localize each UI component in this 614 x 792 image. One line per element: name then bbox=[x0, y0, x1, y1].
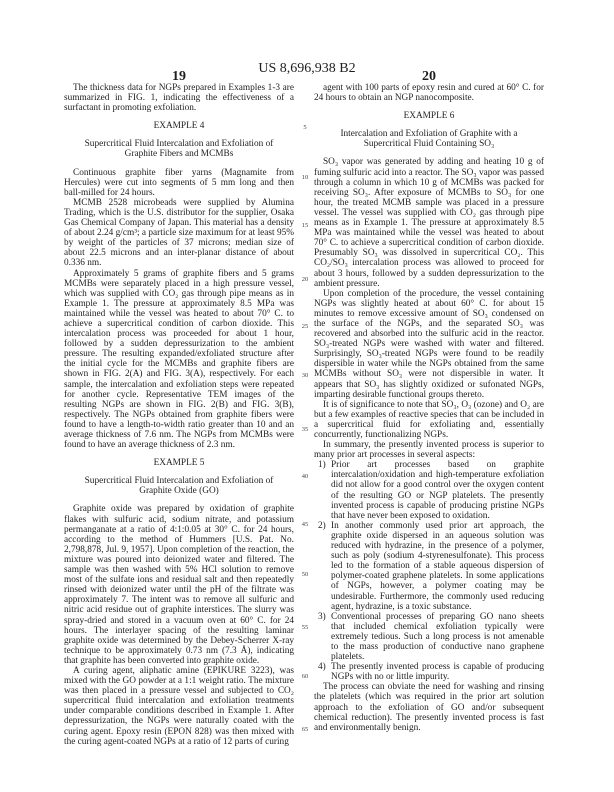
heading-line: Intercalation and Exfoliation of Graphite with a bbox=[340, 129, 518, 140]
paragraph: It is of significance to note that SO₃, O₃ (ozone) and O₂ are but a few examples of reactive species that can be included in a supercritical fluid for exfoliating and, essentially concurrently, functionalizing NGPs. bbox=[314, 399, 544, 440]
heading-line: Graphite Fibers and MCMBs bbox=[124, 149, 234, 160]
heading-line: Graphite Oxide (GO) bbox=[139, 486, 219, 497]
list-number: 4) bbox=[318, 662, 326, 673]
line-number: 10 bbox=[301, 174, 309, 181]
example-6-heading bbox=[314, 129, 544, 149]
paragraph: agent with 100 parts of epoxy resin and cured at 60° C. for 24 hours to obtain an NGP nanocomposite. bbox=[314, 83, 544, 104]
example-5-title: EXAMPLE 5 bbox=[153, 458, 205, 469]
example-6-title: EXAMPLE 6 bbox=[403, 111, 455, 122]
column-number-right: 20 bbox=[422, 69, 436, 84]
line-number: 40 bbox=[301, 473, 309, 480]
paragraph: In summary, the presently invented process is superior to many prior art processes in several aspects: bbox=[314, 440, 544, 461]
paragraph: Graphite oxide was prepared by oxidation of graphite flakes with sulfuric acid, sodium nitrate, and potassium permanganate at a ratio of 4:1:0.05 at 30° C. for 24 hours, according to the method of Hummers [U.S. Pat. No. 2,798,878, Jul. 9, 1957]. Upon completion of the reaction, the mixture was poured into deionized water and filtered. The sample was then washed with 5% HCl solution to remove most of the sulfate ions and residual salt and then repeatedly rinsed with deionized water until the pH of the filtrate was approximately 7. The intent was to remove all sulfuric and nitric acid residue out of graphite interstices. The slurry was spray-dried and stored in a vacuum oven at 60° C. for 24 hours. The interlayer spacing of the resulting laminar graphite oxide was determined by the Debey-Scherrer X-ray technique to be approximately 0.73 nm (7.3 Å), indicating that graphite has been converted into graphite oxide. bbox=[64, 504, 294, 666]
patent-number: US 8,696,938 B2 bbox=[258, 61, 356, 76]
paragraph: Continuous graphite fiber yarns (Magnamite from Hercules) were cut into segments of 5 mm long and then ball-milled for 24 hours. bbox=[64, 167, 294, 198]
line-number: 50 bbox=[301, 571, 309, 578]
list-number: 2) bbox=[318, 520, 326, 531]
list-item bbox=[318, 521, 544, 612]
list-item bbox=[318, 662, 544, 682]
paragraph: A curing agent, aliphatic amine (EPIKURE 3223), was mixed with the GO powder at a 1:1 weight ratio. The mixture was then placed in a pressure vessel and subjected to CO₂ supercritical fluid intercalation and exfoliation treatments under comparable conditions described in Example 1. After depressurization, the NGPs were naturally coated with the curing agent. Epoxy resin (EPON 828) was then mixed with the curing agent-coated NGPs at a ratio of 12 parts of curing bbox=[64, 665, 294, 747]
paragraph: Upon completion of the procedure, the vessel containing NGPs was slightly heated at about 60° C. for about 15 minutes to remove excessive amount of SO₃ condensed on the surface of the NGPs, and the separated SO₃ was recovered and absorbed into the sulfuric acid in the reactor. SO₃-treated NGPs were washed with water and filtered. Surprisingly, SO₃-treated NGPs were found to be readily dispersible in water while the NGPs obtained from the same MCMBs without SO₃ were not dispersible in water. It appears that SO₃ has slightly oxidized or sufonated NGPs, imparting desirable functional groups thereto. bbox=[314, 288, 544, 400]
list-number: 1) bbox=[318, 460, 326, 471]
line-number: 15 bbox=[301, 222, 309, 229]
line-number: 35 bbox=[301, 426, 309, 433]
left-column bbox=[64, 83, 294, 747]
line-number: 30 bbox=[301, 372, 309, 379]
paragraph: MCMB 2528 microbeads were supplied by Alumina Trading, which is the U.S. distributor for the supplier, Osaka Gas Chemical Company of Japan. This material has a density of about 2.24 g/cm³; a particle size maximum for at least 95% by weight of the particles of 37 microns; median size of about 22.5 microns and an inter-planar distance of about 0.336 nm. bbox=[64, 197, 294, 269]
heading-line: Supercritical Fluid Intercalation and Exfoliation of bbox=[84, 139, 274, 150]
paragraph: The thickness data for NGPs prepared in Examples 1-3 are summarized in FIG. 1, indicating the effectiveness of a surfactant in promoting exfoliation. bbox=[64, 83, 294, 114]
list-item bbox=[318, 460, 544, 521]
line-number: 65 bbox=[301, 726, 309, 733]
line-number: 60 bbox=[301, 673, 309, 680]
heading-line: Supercritical Fluid Containing SO₃ bbox=[363, 139, 495, 150]
list-text: In another commonly used prior art approach, the graphite oxide dispersed in an aqueous solution was reduced with hydrazine, in the presence of a polymer, such as poly (sodium 4-styrenesulfonate). This process led to the formation of a stable aqueous dispersion of polymer-coated graphene platelets. In some applications of NGPs, however, a polymer coating may be undesirable. Furthermore, the commonly used reducing agent, hydrazine, is a toxic substance. bbox=[331, 520, 544, 612]
list-text: Conventional processes of preparing GO nano sheets that included chemical exfoliation typically were extremely tedious. Such a long process is not amenable to the mass production of conductive nano graphene platelets. bbox=[331, 611, 544, 663]
right-column bbox=[314, 83, 544, 733]
list-number: 3) bbox=[318, 611, 326, 622]
example-4-heading bbox=[64, 139, 294, 159]
example-4-title: EXAMPLE 4 bbox=[153, 121, 205, 132]
heading-line: Supercritical Fluid Intercalation and Exfoliation of bbox=[84, 476, 274, 487]
column-number-left: 19 bbox=[172, 69, 186, 84]
paragraph: The process can obviate the need for washing and rinsing the platelets (which was required in the prior art solution approach to the exfoliation of GO and/or subsequent chemical reduction). The presently invented process is fast and environmentally benign. bbox=[314, 682, 544, 733]
list-text: Prior art processes based on graphite intercalation/oxidation and high-temperature exfoliation did not allow for a good control over the oxygen content of the resulting GO or NGP platelets. The presently invented process is capable of producing pristine NGPs that have never been exposed to oxidation. bbox=[331, 460, 544, 521]
line-number: 20 bbox=[301, 276, 309, 283]
line-number: 5 bbox=[303, 124, 307, 131]
line-number: 25 bbox=[301, 323, 309, 330]
list-text: The presently invented process is capable of producing NGPs with no or little impurity. bbox=[331, 662, 544, 683]
line-number: 55 bbox=[301, 624, 309, 631]
paragraph: SO₃ vapor was generated by adding and heating 10 g of fuming sulfuric acid into a reactor. The SO₃ vapor was passed through a column in which 10 g of MCMBs was packed for receiving SO₃. After exposure of MCMBs to SO₃ for one hour, the treated MCMB sample was placed in a pressure vessel. The vessel was supplied with CO₂ gas through pipe means as in Example 1. The pressure at approximately 8.5 MPa was maintained while the vessel was heated to about 70° C. to achieve a supercritical condition of carbon dioxide. Presumably SO₃ was dissolved in supercritical CO₂. This CO₂/SO₃ intercalation process was allowed to proceed for about 3 hours, followed by a sudden depressurization to the ambient pressure. bbox=[314, 157, 545, 289]
list-item bbox=[318, 612, 544, 662]
line-number: 45 bbox=[301, 521, 309, 528]
paragraph: Approximately 5 grams of graphite fibers and 5 grams MCMBs were separately placed in a high pressure vessel, which was supplied with CO₂ gas through pipe means as in Example 1. The pressure at approximately 8.5 MPa was maintained while the vessel was heated to about 70° C. to achieve a supercritical condition of carbon dioxide. This intercalation process was proceeded for about 1 hour, followed by a sudden depressurization to the ambient pressure. The resulting expanded/exfoliated structure after the initial cycle for the MCMBs and graphite fibers are shown in FIG. 2(A) and FIG. 3(A), respectively. For each sample, the intercalation and exfoliation steps were repeated for another cycle. Representative TEM images of the resulting NGPs are shown in FIG. 2(B) and FIG. 3(B), respectively. The NGPs obtained from graphite fibers were found to have a length-to-width ratio greater than 10 and an average thickness of 7.6 nm. The NGPs from MCMBs were found to have an average thickness of 2.3 nm. bbox=[64, 268, 294, 451]
example-5-heading bbox=[64, 476, 294, 496]
